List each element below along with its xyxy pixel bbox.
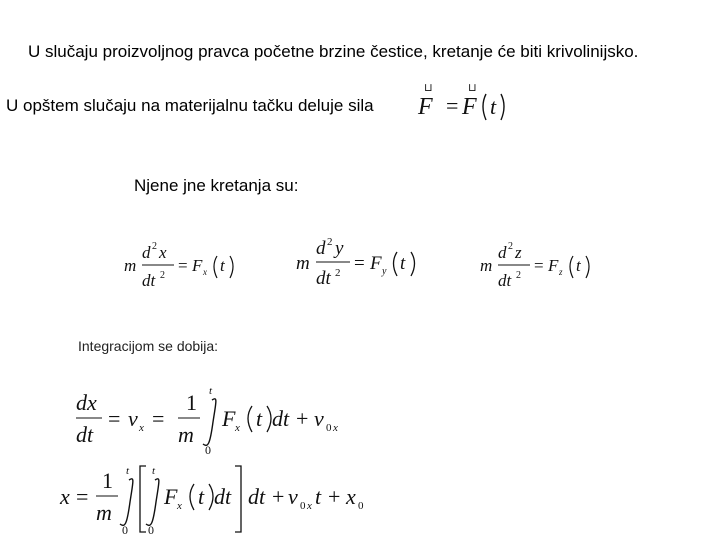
- svg-text:dt: dt: [316, 268, 331, 289]
- svg-text:0: 0: [300, 500, 306, 512]
- svg-text:F: F: [222, 406, 236, 431]
- svg-text:x: x: [307, 500, 312, 512]
- svg-text:d: d: [316, 238, 326, 259]
- svg-text:y: y: [382, 266, 387, 277]
- svg-text:t: t: [400, 253, 406, 274]
- svg-text:0: 0: [148, 523, 154, 537]
- equation-x: [122, 238, 252, 294]
- svg-text:1: 1: [102, 468, 113, 493]
- integration-label: Integracijom se dobija:: [78, 338, 219, 354]
- svg-text:x: x: [139, 422, 144, 434]
- svg-text:dt: dt: [498, 271, 512, 290]
- svg-text:t: t: [315, 484, 322, 509]
- svg-text:2: 2: [160, 270, 165, 281]
- svg-text:m: m: [178, 422, 194, 447]
- svg-text:x: x: [333, 422, 338, 434]
- equations-label: Njene jne kretanja su:: [134, 176, 299, 195]
- svg-text:dt: dt: [76, 422, 94, 447]
- svg-text:+: +: [296, 406, 309, 431]
- svg-text:t: t: [198, 484, 205, 509]
- svg-text:=: =: [178, 256, 188, 275]
- force-text: U opštem slučaju na materijalnu tačku deluje sila: [6, 96, 374, 115]
- equation-z: [478, 238, 608, 294]
- svg-text:x: x: [177, 500, 182, 512]
- svg-text:=: =: [354, 253, 365, 274]
- svg-text:x: x: [60, 484, 70, 509]
- svg-text:=: =: [152, 406, 165, 431]
- svg-text:F: F: [548, 256, 559, 275]
- svg-text:2: 2: [152, 241, 157, 252]
- svg-text:x: x: [235, 422, 240, 434]
- svg-text:2: 2: [327, 236, 333, 248]
- intro-text: U slučaju proizvoljnog pravca početne brzine čestice, kretanje će biti krivolinijsko.: [28, 42, 639, 61]
- velocity-formula: [72, 382, 372, 458]
- svg-text:t: t: [209, 385, 213, 397]
- svg-text:+: +: [328, 484, 341, 509]
- svg-text:2: 2: [508, 241, 513, 252]
- svg-text:m: m: [480, 256, 493, 275]
- svg-text:x: x: [159, 243, 167, 262]
- svg-text:x: x: [346, 484, 356, 509]
- svg-text:y: y: [335, 238, 344, 259]
- svg-text:dt: dt: [214, 484, 232, 509]
- svg-text:+: +: [272, 484, 285, 509]
- svg-text:F: F: [370, 253, 382, 274]
- svg-text:F: F: [418, 94, 433, 120]
- equation-y: [294, 232, 434, 292]
- svg-text:0: 0: [122, 523, 128, 537]
- svg-text:dt: dt: [272, 406, 290, 431]
- svg-text:d: d: [142, 243, 151, 262]
- svg-text:m: m: [296, 253, 310, 274]
- svg-text:t: t: [490, 94, 497, 119]
- svg-text:=: =: [446, 93, 459, 118]
- svg-text:0: 0: [358, 500, 364, 512]
- svg-text:F: F: [164, 484, 178, 509]
- svg-text:0: 0: [205, 443, 211, 457]
- svg-text:t: t: [220, 256, 225, 275]
- svg-text:0: 0: [326, 422, 332, 434]
- svg-text:z: z: [559, 267, 563, 277]
- svg-text:F: F: [192, 256, 203, 275]
- svg-text:=: =: [76, 484, 89, 509]
- svg-text:v: v: [288, 484, 298, 509]
- svg-text:m: m: [96, 500, 112, 525]
- svg-text:1: 1: [186, 390, 197, 415]
- svg-text:⊔: ⊔: [424, 82, 433, 94]
- svg-text:t: t: [152, 465, 156, 477]
- svg-text:m: m: [124, 256, 137, 275]
- svg-text:t: t: [576, 256, 581, 275]
- svg-text:v: v: [314, 406, 324, 431]
- svg-text:dx: dx: [76, 390, 97, 415]
- svg-text:t: t: [126, 465, 130, 477]
- svg-text:2: 2: [516, 270, 521, 281]
- force-formula: [410, 80, 520, 126]
- svg-text:x: x: [203, 267, 207, 277]
- svg-text:2: 2: [335, 267, 341, 279]
- svg-text:d: d: [498, 243, 507, 262]
- svg-text:dt: dt: [248, 484, 266, 509]
- svg-text:v: v: [128, 406, 138, 431]
- svg-text:F: F: [462, 94, 477, 120]
- svg-text:=: =: [108, 406, 121, 431]
- svg-text:t: t: [256, 406, 263, 431]
- svg-text:z: z: [515, 243, 522, 262]
- svg-text:⊔: ⊔: [468, 82, 477, 94]
- svg-text:dt: dt: [142, 271, 156, 290]
- svg-text:=: =: [534, 256, 544, 275]
- position-formula: [56, 460, 386, 538]
